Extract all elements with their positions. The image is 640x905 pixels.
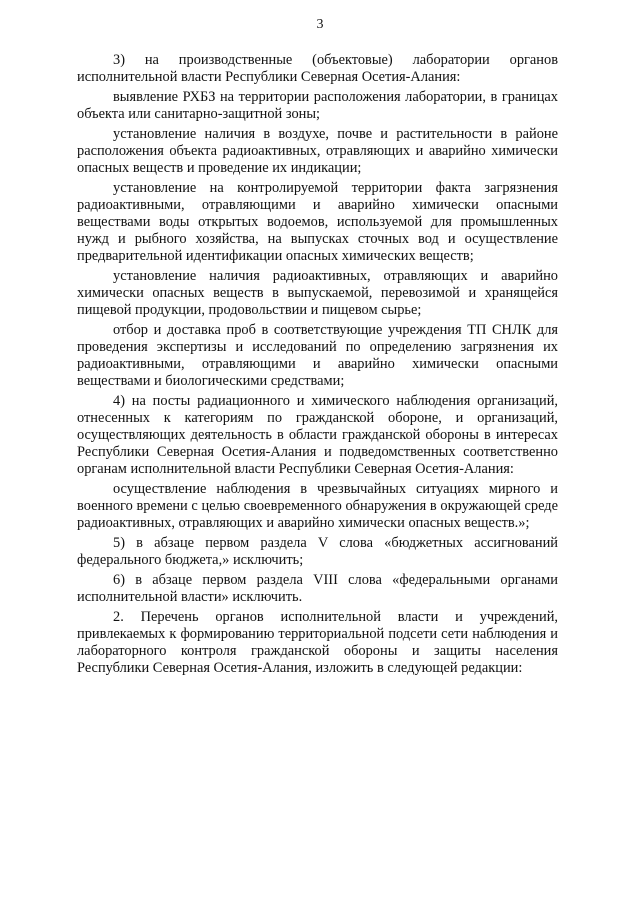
paragraph-food-presence: установление наличия радиоактивных, отравляющих и аварийно химически опасных веществ в выпускаемой, перевозимой и хранящейся пищевой продукции, продовольствии и пищевом сырье; xyxy=(77,268,558,318)
paragraph-observation: осуществление наблюдения в чрезвычайных ситуациях мирного и военного времени с целью своевременного обнаружения в окружающей среде радиоактивных, отравляющих и аварийно химически опасных веществ.»; xyxy=(77,481,558,531)
paragraph-section-2: 2. Перечень органов исполнительной власти и учреждений, привлекаемых к формированию территориальной подсети сети наблюдения и лабораторного контроля гражданской обороны и защиты населения Республики Северная Осетия-Алания, изложить в следующей редакции: xyxy=(77,609,558,676)
paragraph-item-4-header: 4) на посты радиационного и химического наблюдения организаций, отнесенных к категориям по гражданской обороне, и организаций, осуществляющих деятельность в области гражданской обороны в интересах Республики Северная Осетия-Алания и подведомственных соответственно органам исполнительной власти Республики Северная Осетия-Алания: xyxy=(77,393,558,477)
document-body xyxy=(77,52,558,677)
paragraph-air-soil-presence: установление наличия в воздухе, почве и растительности в районе расположения объекта радиоактивных, отравляющих и аварийно химически опасных веществ и проведение их индикации; xyxy=(77,126,558,176)
paragraph-rhbz-detection: выявление РХБЗ на территории расположения лаборатории, в границах объекта или санитарно-защитной зоны; xyxy=(77,89,558,122)
paragraph-water-contamination: установление на контролируемой территории факта загрязнения радиоактивными, отравляющими и аварийно химически опасными веществами воды открытых водоемов, используемой для промышленных нужд и рыбного хозяйства, на выпусках сточных вод и осуществление предварительной идентификации опасных химических веществ; xyxy=(77,180,558,264)
paragraph-sampling: отбор и доставка проб в соответствующие учреждения ТП СНЛК для проведения экспертизы и исследований по определению загрязнения их радиоактивными, отравляющими и аварийно химически опасными веществами и биологическими средствами; xyxy=(77,322,558,389)
paragraph-item-6: 6) в абзаце первом раздела VIII слова «федеральными органами исполнительной власти» исключить. xyxy=(77,572,558,605)
page-number: 3 xyxy=(316,17,324,32)
paragraph-item-5: 5) в абзаце первом раздела V слова «бюджетных ассигнований федерального бюджета,» исключить; xyxy=(77,535,558,568)
paragraph-item-3-header: 3) на производственные (объектовые) лаборатории органов исполнительной власти Республики Северная Осетия-Алания: xyxy=(77,52,558,85)
